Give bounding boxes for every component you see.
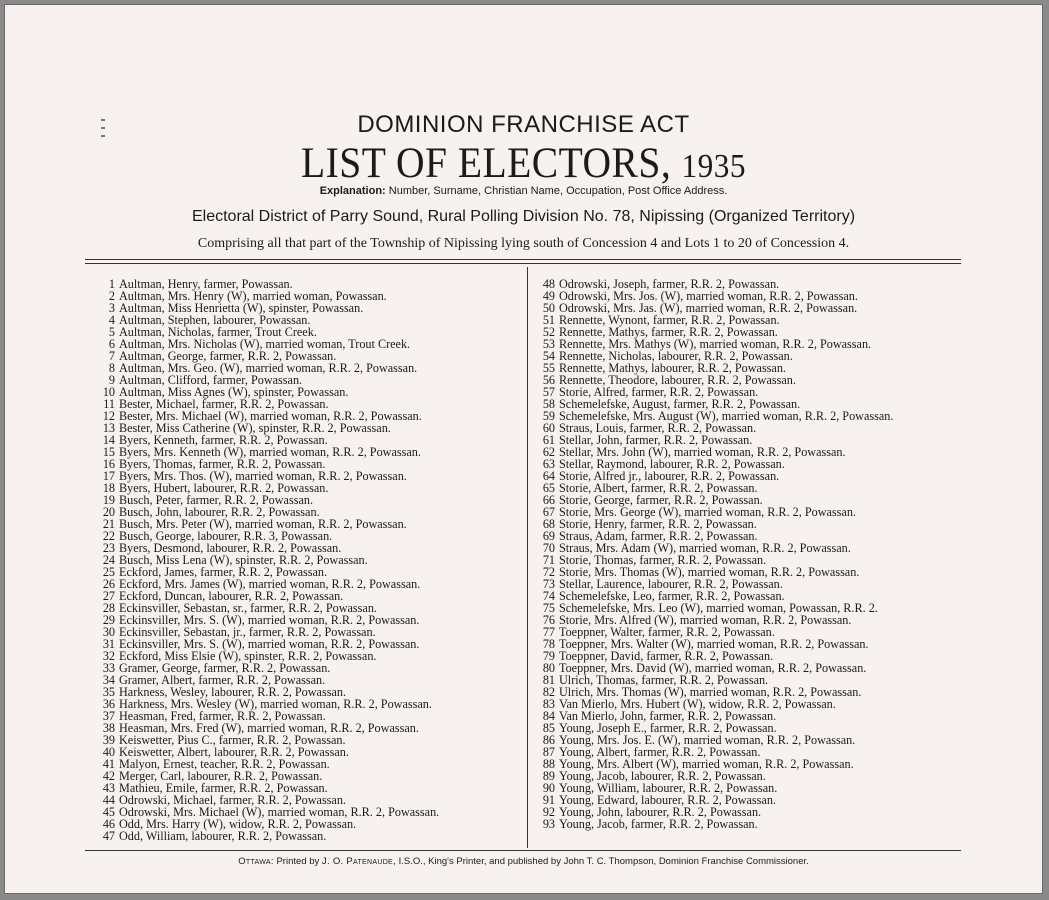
top-rule-double [85, 263, 961, 264]
elector-details: Stellar, John, farmer, R.R. 2, Powassan. [559, 433, 753, 447]
elector-details: Harkness, Wesley, labourer, R.R. 2, Powassan. [119, 685, 347, 699]
elector-details: Malyon, Ernest, teacher, R.R. 2, Powassan. [119, 757, 330, 771]
elector-details: Storie, George, farmer, R.R. 2, Powassan. [559, 493, 763, 507]
elector-details: Busch, George, labourer, R.R. 3, Powassan. [119, 529, 333, 543]
elector-number: 84 [542, 709, 555, 723]
elector-number: 68 [542, 517, 555, 531]
elector-number: 42 [102, 769, 115, 783]
electoral-district: Electoral District of Parry Sound, Rural Polling Division No. 78, Nipissing (Organized Territory) [191, 208, 856, 225]
elector-number: 19 [102, 493, 115, 507]
elector-details: Schemelefske, August, farmer, R.R. 2, Powassan. [559, 397, 801, 411]
elector-number: 62 [542, 445, 555, 459]
elector-details: Heasman, Fred, farmer, R.R. 2, Powassan. [119, 709, 326, 723]
elector-details: Ulrich, Thomas, farmer, R.R. 2, Powassan. [559, 673, 769, 687]
elector-number: 57 [542, 385, 555, 399]
elector-details: Aultman, George, farmer, R.R. 2, Powassan. [119, 349, 337, 363]
elector-details: Young, Jacob, labourer, R.R. 2, Powassan. [559, 769, 766, 783]
elector-number: 54 [542, 349, 555, 363]
bottom-rule [85, 850, 961, 851]
elector-details: Rennette, Theodore, labourer, R.R. 2, Powassan. [559, 373, 796, 387]
elector-number: 60 [542, 421, 555, 435]
elector-number: 29 [102, 613, 115, 627]
elector-number: 1 [108, 277, 115, 291]
elector-number: 15 [102, 445, 115, 459]
elector-details: Bester, Miss Catherine (W), spinster, R.R. 2, Powassan. [119, 421, 391, 435]
elector-number: 82 [542, 685, 555, 699]
elector-details: Toeppner, Mrs. Walter (W), married woman, R.R. 2, Powassan. [559, 637, 869, 651]
title-text: LIST OF ELECTORS, [301, 140, 672, 187]
elector-number: 47 [102, 829, 115, 843]
elector-number: 20 [102, 505, 115, 519]
elector-details: Eckinsviller, Mrs. S. (W), married woman, R.R. 2, Powassan. [119, 637, 420, 651]
elector-details: Straus, Louis, farmer, R.R. 2, Powassan. [559, 421, 757, 435]
elector-number: 75 [542, 601, 555, 615]
elector-details: Rennette, Mathys, farmer, R.R. 2, Powassan. [559, 325, 778, 339]
elector-details: Odrowski, Mrs. Jas. (W), married woman, R.R. 2, Powassan. [559, 301, 858, 315]
elector-number: 36 [102, 697, 115, 711]
elector-details: Byers, Mrs. Kenneth (W), married woman, R.R. 2, Powassan. [119, 445, 421, 459]
elector-number: 8 [108, 361, 115, 375]
elector-number: 63 [542, 457, 555, 471]
elector-details: Byers, Thomas, farmer, R.R. 2, Powassan. [119, 457, 326, 471]
elector-details: Straus, Adam, farmer, R.R. 2, Powassan. [559, 529, 758, 543]
elector-number: 78 [542, 637, 555, 651]
elector-details: Stellar, Laurence, labourer, R.R. 2, Powassan. [559, 577, 783, 591]
elector-details: Van Mierlo, Mrs. Hubert (W), widow, R.R. 2, Powassan. [559, 697, 836, 711]
elector-entry [87, 830, 439, 842]
elector-details: Rennette, Nicholas, labourer, R.R. 2, Powassan. [559, 349, 793, 363]
elector-details: Eckinsviller, Mrs. S. (W), married woman, R.R. 2, Powassan. [119, 613, 420, 627]
elector-details: Storie, Mrs. George (W), married woman, R.R. 2, Powassan. [559, 505, 856, 519]
elector-number: 43 [102, 781, 115, 795]
elector-details: Odd, Mrs. Harry (W), widow, R.R. 2, Powassan. [119, 817, 357, 831]
elector-details: Van Mierlo, John, farmer, R.R. 2, Powassan. [559, 709, 777, 723]
elector-details: Young, Edward, labourer, R.R. 2, Powassan. [559, 793, 776, 807]
elector-number: 72 [542, 565, 555, 579]
elector-details: Aultman, Mrs. Nicholas (W), married woman, Trout Creek. [119, 337, 411, 351]
elector-number: 46 [102, 817, 115, 831]
elector-number: 81 [542, 673, 555, 687]
elector-number: 38 [102, 721, 115, 735]
elector-number: 2 [108, 289, 115, 303]
elector-details: Byers, Desmond, labourer, R.R. 2, Powassan. [119, 541, 342, 555]
elector-details: Harkness, Mrs. Wesley (W), married woman, R.R. 2, Powassan. [119, 697, 432, 711]
elector-number: 28 [102, 601, 115, 615]
footer-city: Ottawa: [238, 856, 274, 867]
footer-publisher: I.S.O., King's Printer, and published by John T. C. Thompson, Dominion Franchise Commissioner. [398, 856, 809, 867]
elector-details: Bester, Mrs. Michael (W), married woman, R.R. 2, Powassan. [119, 409, 422, 423]
elector-number: 55 [542, 361, 555, 375]
elector-number: 39 [102, 733, 115, 747]
elector-details: Young, Jacob, farmer, R.R. 2, Powassan. [559, 817, 758, 831]
elector-number: 24 [102, 553, 115, 567]
elector-number: 51 [542, 313, 555, 327]
elector-details: Schemelefske, Leo, farmer, R.R. 2, Powassan. [559, 589, 785, 603]
elector-details: Odrowski, Mrs. Michael (W), married woman, R.R. 2, Powassan. [119, 805, 440, 819]
elector-number: 65 [542, 481, 555, 495]
elector-details: Rennette, Wynont, farmer, R.R. 2, Powassan. [559, 313, 780, 327]
elector-details: Young, Mrs. Albert (W), married woman, R.R. 2, Powassan. [559, 757, 854, 771]
elector-entry [529, 818, 893, 830]
comprising-line: Comprising all that part of the Township of Nipissing lying south of Concession 4 and Lots 1 to 20 of Concession 4. [197, 236, 850, 251]
elector-details: Merger, Carl, labourer, R.R. 2, Powassan. [119, 769, 323, 783]
elector-details: Storie, Alfred jr., labourer, R.R. 2, Powassan. [559, 469, 780, 483]
elector-details: Busch, Mrs. Peter (W), married woman, R.R. 2, Powassan. [119, 517, 407, 531]
elector-number: 83 [542, 697, 555, 711]
elector-details: Odd, William, labourer, R.R. 2, Powassan. [119, 829, 327, 843]
elector-number: 35 [102, 685, 115, 699]
elector-number: 52 [542, 325, 555, 339]
act-heading: DOMINION FRANCHISE ACT [357, 111, 690, 138]
elector-number: 33 [102, 661, 115, 675]
elector-details: Heasman, Mrs. Fred (W), married woman, R.R. 2, Powassan. [119, 721, 419, 735]
elector-number: 21 [102, 517, 115, 531]
elector-details: Byers, Mrs. Thos. (W), married woman, R.R. 2, Powassan. [119, 469, 407, 483]
title-year: 1935 [681, 148, 746, 185]
elector-number: 23 [102, 541, 115, 555]
elector-details: Gramer, Albert, farmer, R.R. 2, Powassan. [119, 673, 326, 687]
elector-details: Eckford, Mrs. James (W), married woman, R.R. 2, Powassan. [119, 577, 421, 591]
elector-number: 56 [542, 373, 555, 387]
elector-details: Byers, Kenneth, farmer, R.R. 2, Powassan. [119, 433, 328, 447]
elector-details: Storie, Alfred, farmer, R.R. 2, Powassan. [559, 385, 759, 399]
elector-number: 77 [542, 625, 555, 639]
elector-number: 85 [542, 721, 555, 735]
elector-details: Ulrich, Mrs. Thomas (W), married woman, R.R. 2, Powassan. [559, 685, 862, 699]
elector-number: 50 [542, 301, 555, 315]
elector-number: 16 [102, 457, 115, 471]
elector-number: 53 [542, 337, 555, 351]
elector-number: 13 [102, 421, 115, 435]
elector-details: Storie, Albert, farmer, R.R. 2, Powassan. [559, 481, 758, 495]
elector-details: Eckford, James, farmer, R.R. 2, Powassan. [119, 565, 328, 579]
elector-details: Eckford, Duncan, labourer, R.R. 2, Powassan. [119, 589, 344, 603]
explanation-label: Explanation: [319, 185, 386, 197]
elector-number: 6 [108, 337, 115, 351]
elector-number: 92 [542, 805, 555, 819]
footer-printed-by: Printed by [276, 856, 320, 867]
elector-number: 34 [102, 673, 115, 687]
elector-details: Aultman, Stephen, labourer, Powassan. [119, 313, 311, 327]
elector-details: Storie, Mrs. Alfred (W), married woman, R.R. 2, Powassan. [559, 613, 852, 627]
column-divider [527, 267, 528, 848]
elector-number: 86 [542, 733, 555, 747]
elector-details: Aultman, Nicholas, farmer, Trout Creek. [119, 325, 317, 339]
elector-details: Mathieu, Emile, farmer, R.R. 2, Powassan. [119, 781, 328, 795]
elector-number: 67 [542, 505, 555, 519]
elector-details: Storie, Mrs. Thomas (W), married woman, R.R. 2, Powassan. [559, 565, 860, 579]
elector-number: 37 [102, 709, 115, 723]
elector-number: 49 [542, 289, 555, 303]
elector-details: Toeppner, David, farmer, R.R. 2, Powassan. [559, 649, 774, 663]
elector-details: Toeppner, Walter, farmer, R.R. 2, Powassan. [559, 625, 775, 639]
elector-details: Storie, Thomas, farmer, R.R. 2, Powassan. [559, 553, 767, 567]
elector-details: Schemelefske, Mrs. August (W), married woman, R.R. 2, Powassan. [559, 409, 894, 423]
elector-details: Gramer, George, farmer, R.R. 2, Powassan. [119, 661, 331, 675]
elector-number: 79 [542, 649, 555, 663]
elector-number: 89 [542, 769, 555, 783]
elector-details: Busch, Miss Lena (W), spinster, R.R. 2, Powassan. [119, 553, 368, 567]
document-page [4, 4, 1043, 894]
elector-number: 18 [102, 481, 115, 495]
elector-details: Bester, Michael, farmer, R.R. 2, Powassan. [119, 397, 329, 411]
elector-details: Storie, Henry, farmer, R.R. 2, Powassan. [559, 517, 757, 531]
elector-number: 48 [542, 277, 555, 291]
elector-number: 11 [103, 397, 115, 411]
elector-details: Schemelefske, Mrs. Leo (W), married woman, Powassan, R.R. 2. [559, 601, 878, 615]
elector-number: 59 [542, 409, 555, 423]
elector-details: Busch, John, labourer, R.R. 2, Powassan. [119, 505, 320, 519]
elector-details: Toeppner, Mrs. David (W), married woman, R.R. 2, Powassan. [559, 661, 867, 675]
printer-footer [5, 856, 1042, 867]
elector-details: Young, William, labourer, R.R. 2, Powassan. [559, 781, 778, 795]
elector-number: 40 [102, 745, 115, 759]
elector-details: Aultman, Miss Agnes (W), spinster, Powassan. [119, 385, 349, 399]
elector-number: 10 [102, 385, 115, 399]
explanation-text: Number, Surname, Christian Name, Occupation, Post Office Address. [388, 185, 728, 197]
top-rule [85, 259, 961, 260]
elector-number: 76 [542, 613, 555, 627]
elector-details: Young, Albert, farmer, R.R. 2, Powassan. [559, 745, 761, 759]
elector-number: 45 [102, 805, 115, 819]
elector-number: 93 [542, 817, 555, 831]
elector-details: Odrowski, Mrs. Jos. (W), married woman, R.R. 2, Powassan. [559, 289, 858, 303]
elector-number: 26 [102, 577, 115, 591]
electors-list-right [529, 278, 893, 830]
elector-number: 44 [102, 793, 115, 807]
elector-number: 91 [542, 793, 555, 807]
elector-number: 25 [102, 565, 115, 579]
elector-details: Keiswetter, Pius C., farmer, R.R. 2, Powassan. [119, 733, 346, 747]
elector-details: Straus, Mrs. Adam (W), married woman, R.R. 2, Powassan. [559, 541, 851, 555]
elector-number: 30 [102, 625, 115, 639]
elector-number: 27 [102, 589, 115, 603]
elector-number: 61 [542, 433, 555, 447]
elector-number: 22 [102, 529, 115, 543]
elector-number: 5 [108, 325, 115, 339]
elector-details: Rennette, Mathys, labourer, R.R. 2, Powassan. [559, 361, 786, 375]
elector-number: 69 [542, 529, 555, 543]
electors-list-left [87, 278, 439, 842]
elector-number: 71 [542, 553, 555, 567]
elector-details: Rennette, Mrs. Mathys (W), married woman, R.R. 2, Powassan. [559, 337, 872, 351]
elector-details: Keiswetter, Albert, labourer, R.R. 2, Powassan. [119, 745, 349, 759]
elector-details: Aultman, Mrs. Geo. (W), married woman, R.R. 2, Powassan. [119, 361, 418, 375]
elector-details: Aultman, Clifford, farmer, Powassan. [119, 373, 303, 387]
elector-details: Aultman, Mrs. Henry (W), married woman, Powassan. [119, 289, 387, 303]
elector-details: Stellar, Raymond, labourer, R.R. 2, Powassan. [559, 457, 785, 471]
elector-details: Stellar, Mrs. John (W), married woman, R.R. 2, Powassan. [559, 445, 846, 459]
elector-details: Eckinsviller, Sebastan, jr., farmer, R.R. 2, Powassan. [119, 625, 376, 639]
elector-number: 90 [542, 781, 555, 795]
elector-number: 66 [542, 493, 555, 507]
elector-number: 41 [102, 757, 115, 771]
elector-number: 3 [108, 301, 115, 315]
elector-details: Young, Mrs. Jos. E. (W), married woman, R.R. 2, Powassan. [559, 733, 856, 747]
footer-printer: J. O. Patenaude, [321, 856, 396, 867]
elector-number: 58 [542, 397, 555, 411]
document-title [46, 139, 1000, 188]
elector-number: 80 [542, 661, 555, 675]
elector-details: Aultman, Miss Henrietta (W), spinster, Powassan. [119, 301, 364, 315]
elector-number: 7 [108, 349, 115, 363]
elector-details: Eckinsviller, Sebastan, sr., farmer, R.R. 2, Powassan. [119, 601, 377, 615]
elector-details: Young, John, labourer, R.R. 2, Powassan. [559, 805, 762, 819]
elector-details: Odrowski, Michael, farmer, R.R. 2, Powassan. [119, 793, 346, 807]
elector-number: 9 [108, 373, 115, 387]
elector-number: 70 [542, 541, 555, 555]
elector-details: Aultman, Henry, farmer, Powassan. [119, 277, 293, 291]
explanation-line [5, 185, 1042, 197]
elector-number: 74 [542, 589, 555, 603]
elector-number: 73 [542, 577, 555, 591]
elector-number: 88 [542, 757, 555, 771]
elector-number: 4 [108, 313, 115, 327]
elector-number: 12 [102, 409, 115, 423]
elector-details: Eckford, Miss Elsie (W), spinster, R.R. 2, Powassan. [119, 649, 377, 663]
elector-number: 87 [542, 745, 555, 759]
elector-details: Byers, Hubert, labourer, R.R. 2, Powassan. [119, 481, 329, 495]
elector-details: Busch, Peter, farmer, R.R. 2, Powassan. [119, 493, 313, 507]
elector-details: Young, Joseph E., farmer, R.R. 2, Powassan. [559, 721, 777, 735]
elector-number: 32 [102, 649, 115, 663]
elector-details: Odrowski, Joseph, farmer, R.R. 2, Powassan. [559, 277, 780, 291]
elector-number: 64 [542, 469, 555, 483]
elector-number: 17 [102, 469, 115, 483]
elector-number: 31 [102, 637, 115, 651]
elector-number: 14 [102, 433, 115, 447]
